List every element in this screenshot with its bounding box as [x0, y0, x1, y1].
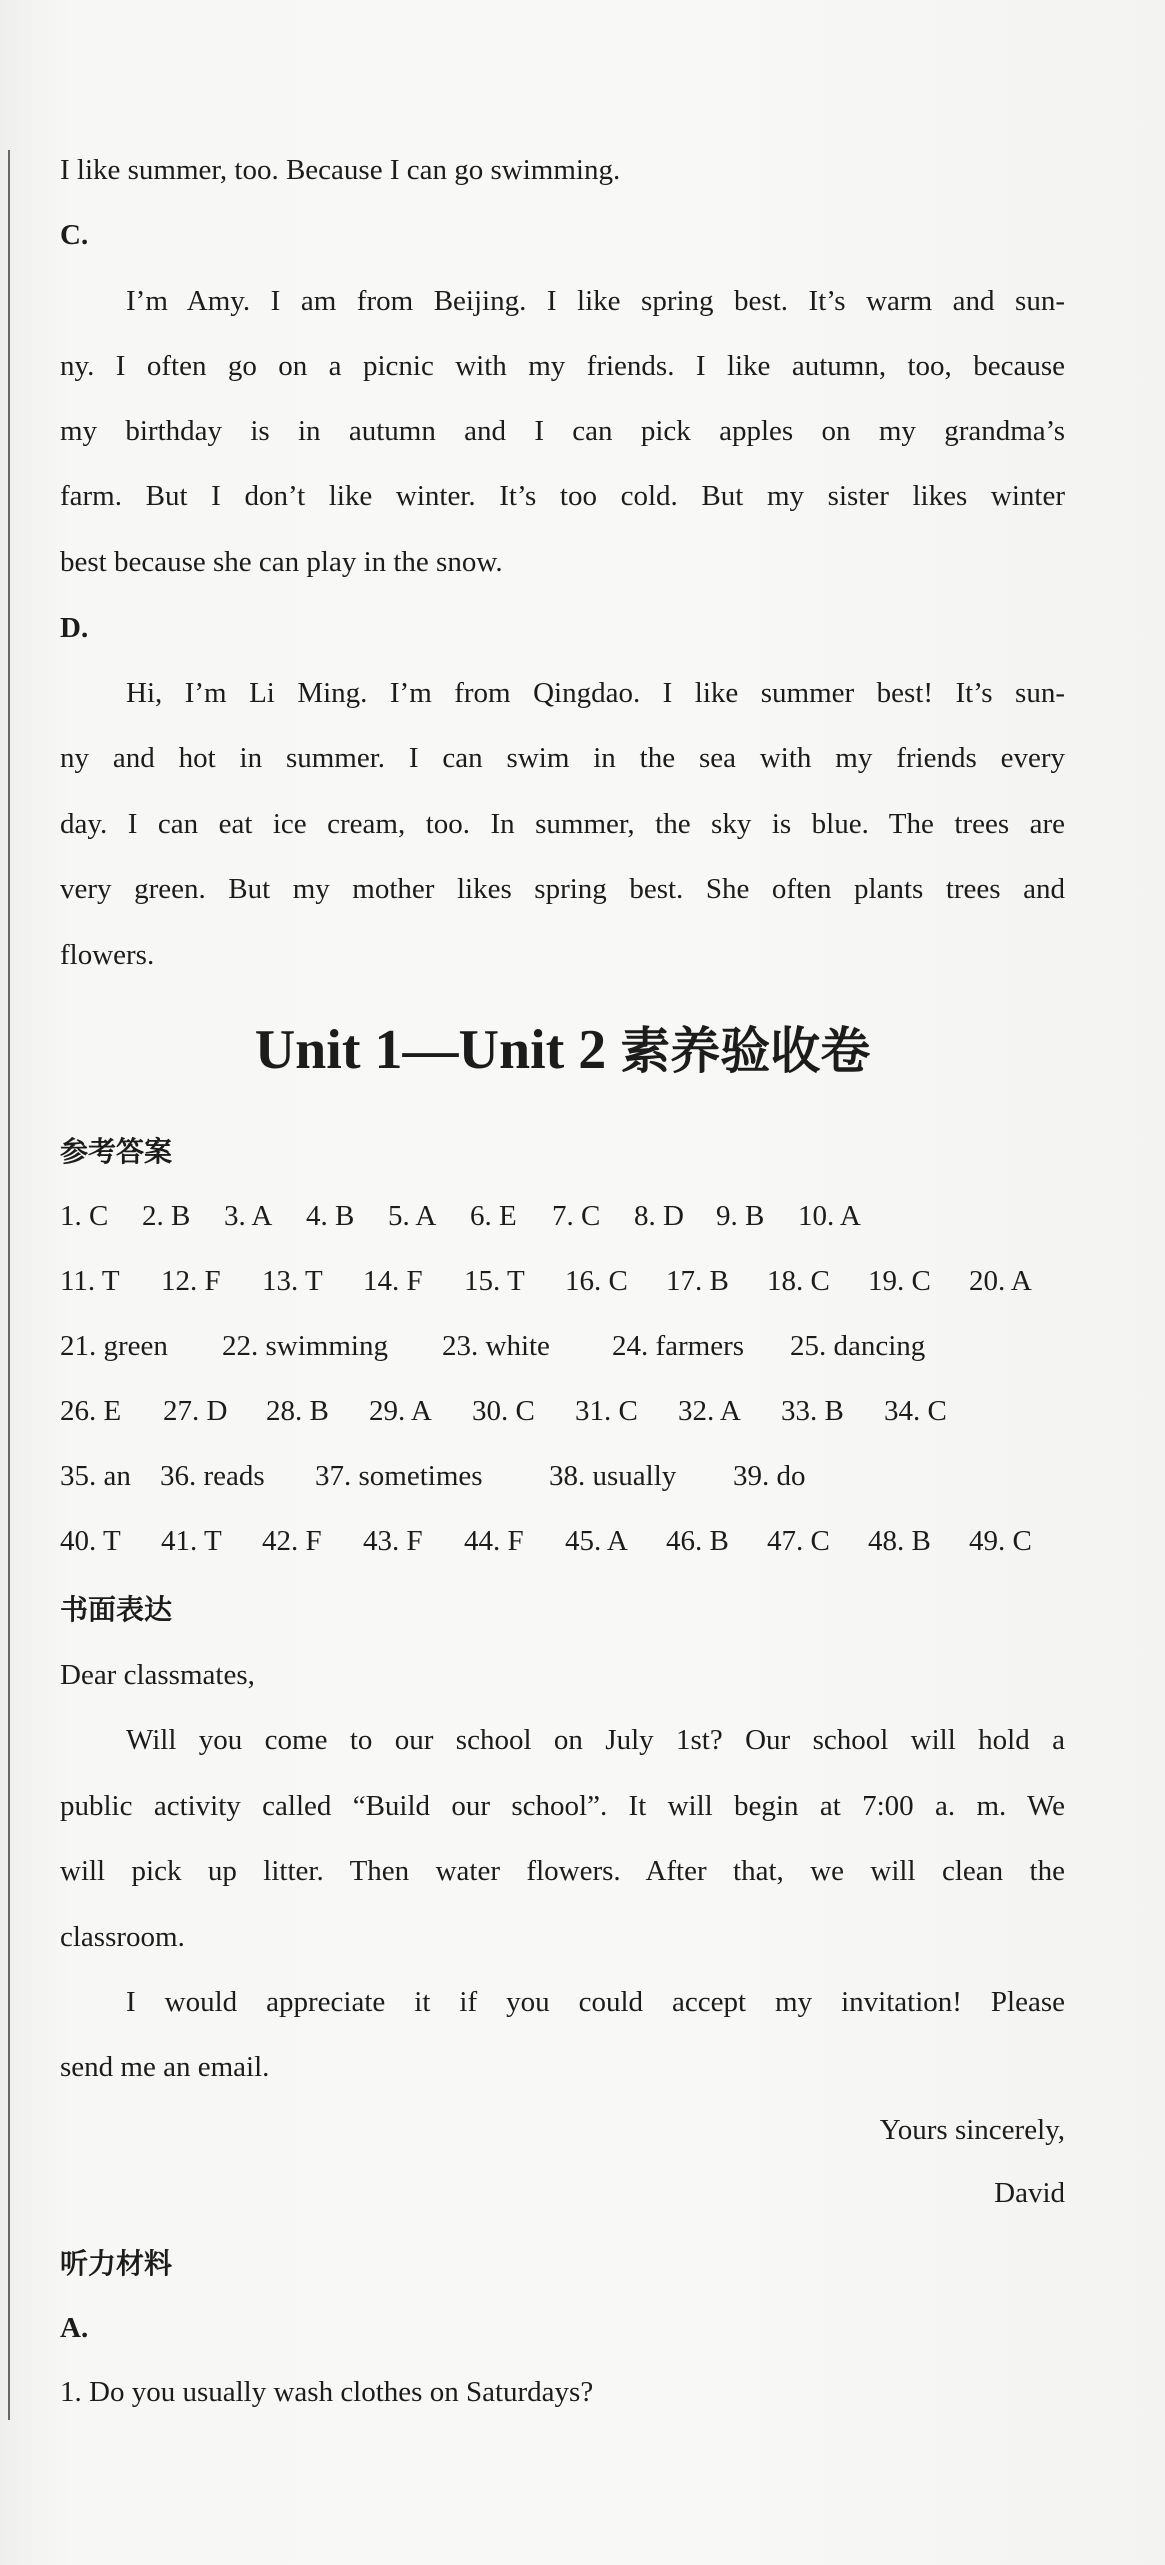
answer-item: 32. A: [678, 1395, 741, 1427]
section-d-line: very green. But my mother likes spring best. She often plants trees and: [60, 873, 1065, 905]
answer-item: 16. C: [565, 1265, 628, 1297]
answer-item: 42. F: [262, 1525, 322, 1557]
answer-item: 10. A: [798, 1200, 861, 1232]
letter-greeting: Dear classmates,: [60, 1659, 255, 1691]
answer-item: 39. do: [733, 1460, 806, 1492]
answer-item: 47. C: [767, 1525, 830, 1557]
answer-item: 33. B: [781, 1395, 844, 1427]
answer-item: 43. F: [363, 1525, 423, 1557]
answer-item: 8. D: [634, 1200, 684, 1232]
answer-item: 7. C: [552, 1200, 601, 1232]
answer-item: 41. T: [161, 1525, 222, 1557]
section-d-line: flowers.: [60, 939, 155, 971]
answer-item: 17. B: [666, 1265, 729, 1297]
section-d-line: Hi, I’m Li Ming. I’m from Qingdao. I like summer best! It’s sun-: [126, 677, 1065, 709]
answer-item: 2. B: [142, 1200, 191, 1232]
answer-row: [60, 1261, 1065, 1301]
letter-signature: David: [994, 2177, 1065, 2209]
section-c-line: best because she can play in the snow.: [60, 546, 503, 578]
answer-item: 26. E: [60, 1395, 122, 1427]
title-en: Unit 1—Unit 2: [254, 1019, 621, 1081]
answer-item: 4. B: [306, 1200, 355, 1232]
answer-item: 19. C: [868, 1265, 931, 1297]
answer-item: 24. farmers: [612, 1330, 745, 1362]
answer-item: 29. A: [369, 1395, 432, 1427]
answer-item: 30. C: [472, 1395, 535, 1427]
answer-item: 22. swimming: [222, 1330, 388, 1362]
answer-item: 23. white: [442, 1330, 550, 1362]
answer-item: 21. green: [60, 1330, 168, 1362]
answer-item: 12. F: [161, 1265, 221, 1297]
section-d-line: day. I can eat ice cream, too. In summer, the sky is blue. The trees are: [60, 808, 1065, 840]
answer-item: 27. D: [163, 1395, 228, 1427]
section-c-label: C.: [60, 219, 89, 251]
answer-item: 46. B: [666, 1525, 729, 1557]
section-d-label: D.: [60, 612, 89, 644]
listening-question: 1. Do you usually wash clothes on Saturdays?: [60, 2376, 594, 2408]
answer-item: 45. A: [565, 1525, 628, 1557]
answer-row: [60, 1521, 1065, 1561]
answer-item: 44. F: [464, 1525, 524, 1557]
answer-item: 9. B: [716, 1200, 765, 1232]
answers-heading: 参考答案: [60, 1135, 173, 1168]
letter-line: send me an email.: [60, 2051, 270, 2083]
answer-item: 28. B: [266, 1395, 329, 1427]
section-c-line: my birthday is in autumn and I can pick apples on my grandma’s: [60, 415, 1065, 447]
section-d-line: ny and hot in summer. I can swim in the sea with my friends every: [60, 742, 1065, 774]
answer-item: 38. usually: [549, 1460, 677, 1492]
title-cn: 素养验收卷: [620, 1022, 871, 1080]
letter-line: Will you come to our school on July 1st? Our school will hold a: [126, 1724, 1065, 1756]
answer-item: 34. C: [884, 1395, 947, 1427]
letter-line: I would appreciate it if you could accept my invitation! Please: [126, 1986, 1065, 2018]
answer-item: 1. C: [60, 1200, 109, 1232]
answer-item: 31. C: [575, 1395, 638, 1427]
answer-item: 6. E: [470, 1200, 517, 1232]
letter-line: will pick up litter. Then water flowers. After that, we will clean the: [60, 1855, 1065, 1887]
section-c-line: farm. But I don’t like winter. It’s too cold. But my sister likes winter: [60, 480, 1065, 512]
answer-item: 40. T: [60, 1525, 121, 1557]
writing-heading: 书面表达: [60, 1593, 173, 1626]
letter-line: public activity called “Build our school”. It will begin at 7:00 a. m. We: [60, 1790, 1065, 1822]
passage-b-last-line: I like summer, too. Because I can go swimming.: [60, 154, 621, 186]
answer-item: 35. an: [60, 1460, 131, 1492]
answer-row: [60, 1391, 1065, 1431]
answer-item: 20. A: [969, 1265, 1032, 1297]
answer-item: 14. F: [363, 1265, 423, 1297]
answer-item: 25. dancing: [790, 1330, 926, 1362]
page-title: [60, 1015, 1065, 1086]
answer-item: 13. T: [262, 1265, 323, 1297]
answer-row: [60, 1326, 1065, 1366]
section-c-line: ny. I often go on a picnic with my friends. I like autumn, too, because: [60, 350, 1065, 382]
answer-item: 48. B: [868, 1525, 931, 1557]
answer-row: [60, 1196, 1065, 1236]
margin-rule: [8, 150, 10, 2420]
answer-item: 49. C: [969, 1525, 1032, 1557]
listening-heading: 听力材料: [60, 2247, 173, 2280]
answer-item: 11. T: [60, 1265, 120, 1297]
answer-row: [60, 1456, 1065, 1496]
letter-line: classroom.: [60, 1921, 185, 1953]
answer-item: 18. C: [767, 1265, 830, 1297]
section-c-line: I’m Amy. I am from Beijing. I like spring best. It’s warm and sun-: [126, 285, 1065, 317]
answer-item: 36. reads: [160, 1460, 265, 1492]
answer-item: 15. T: [464, 1265, 525, 1297]
answer-item: 37. sometimes: [315, 1460, 483, 1492]
listening-a-label: A.: [60, 2312, 89, 2344]
answer-item: 5. A: [388, 1200, 437, 1232]
answer-item: 3. A: [224, 1200, 273, 1232]
letter-closing: Yours sincerely,: [879, 2114, 1065, 2146]
